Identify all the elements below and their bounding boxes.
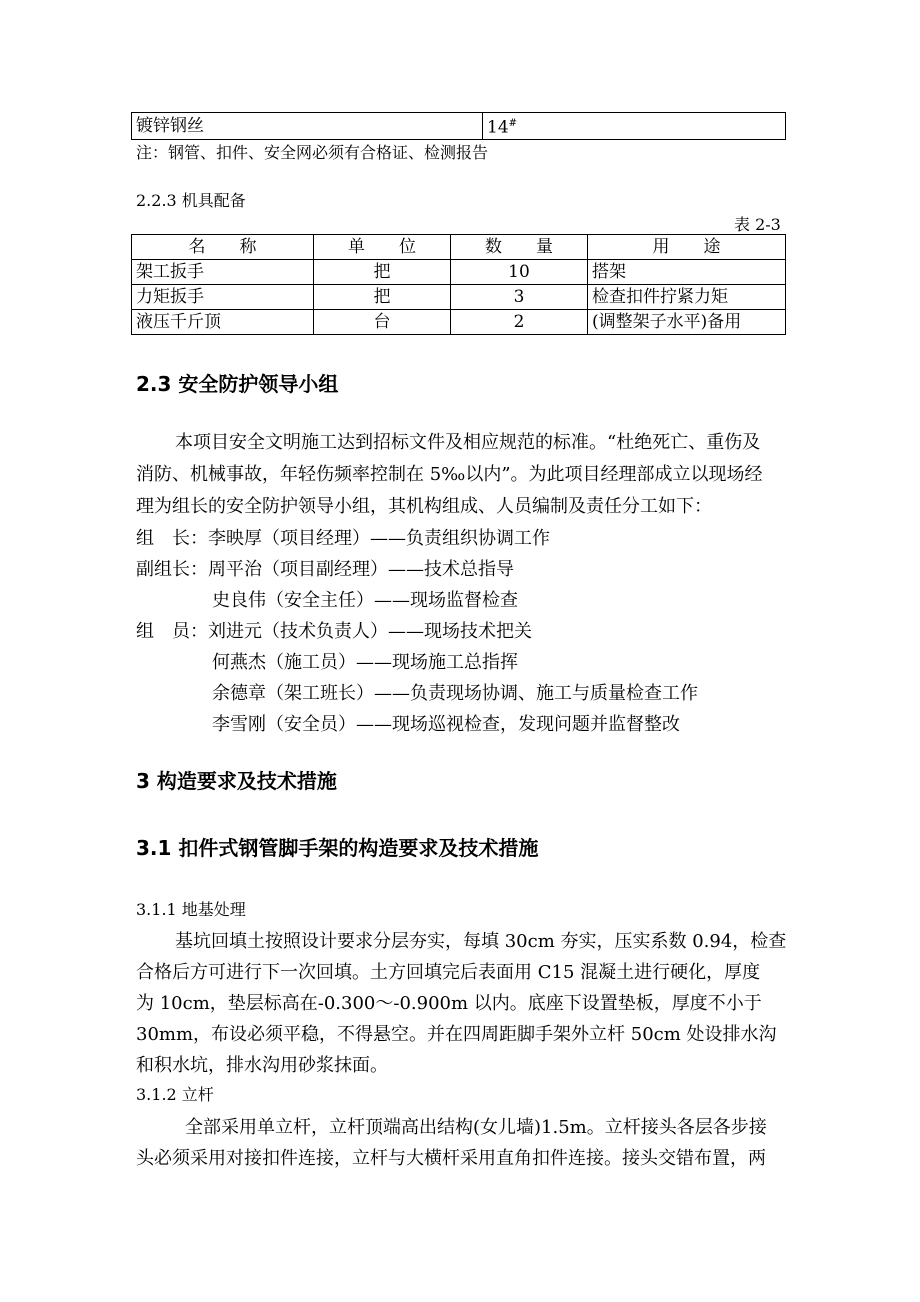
section-3-1-2-title: 3.1.2 立杆: [136, 1085, 214, 1104]
table-header-row: [132, 235, 786, 260]
section-2-2-3-title: 2.2.3 机具配备: [136, 191, 246, 210]
member-line: 副组长：周平治（项目副经理）——技术总指导: [136, 559, 514, 580]
col-header-qty: 数 量: [451, 235, 588, 260]
table-row: [132, 260, 786, 285]
paragraph-line: 头必须采用对接扣件连接，立杆与大横杆采用直角扣件连接。接头交错布置，两: [136, 1148, 766, 1169]
paragraph-line: 基坑回填土按照设计要求分层夯实，每填 30cm 夯实，压实系数 0.94，检查: [175, 931, 787, 952]
cell-qty: 3: [451, 285, 588, 310]
cell-unit: 把: [314, 260, 451, 285]
col-header-unit: 单 位: [314, 235, 451, 260]
cell-qty: 2: [451, 310, 588, 335]
paragraph-line: 30mm，布设必须平稳，不得悬空。并在四周距脚手架外立杆 50cm 处设排水沟: [136, 1024, 777, 1045]
cell-unit: 把: [314, 285, 451, 310]
section-3-1-title: 3.1 扣件式钢管脚手架的构造要求及技术措施: [136, 836, 539, 860]
table-label: 表 2-3: [734, 215, 781, 234]
cell-use: (调整架子水平)备用: [588, 310, 786, 335]
material-table: [131, 112, 786, 140]
section-3-1-1-title: 3.1.1 地基处理: [136, 900, 246, 919]
col-header-use: 用 途: [588, 235, 786, 260]
paragraph-line: 合格后方可进行下一次回填。土方回填完后表面用 C15 混凝土进行硬化，厚度: [136, 962, 761, 983]
section-2-3-title: 2.3 安全防护领导小组: [136, 372, 339, 396]
paragraph-line: 全部采用单立杆，立杆顶端高出结构(女儿墙)1.5m。立杆接头各层各步接: [185, 1117, 767, 1138]
member-line: 余德章（架工班长）——负责现场协调、施工与质量检查工作: [212, 683, 698, 704]
note-text: 注：钢管、扣件、安全网必须有合格证、检测报告: [136, 143, 489, 162]
col-header-name: 名 称: [132, 235, 314, 260]
paragraph-line: 和积水坑，排水沟用砂浆抹面。: [136, 1055, 388, 1076]
table-row: [132, 310, 786, 335]
cell-unit: 台: [314, 310, 451, 335]
member-line: 李雪刚（安全员）——现场巡视检查，发现问题并监督整改: [212, 714, 680, 735]
cell-name: 液压千斤顶: [132, 310, 314, 335]
member-line: 组 长：李映厚（项目经理）——负责组织协调工作: [136, 528, 550, 549]
member-line: 组 员：刘进元（技术负责人）——现场技术把关: [136, 621, 532, 642]
cell-use: 搭架: [588, 260, 786, 285]
cell-use: 检查扣件拧紧力矩: [588, 285, 786, 310]
material-value: 14#: [483, 113, 786, 140]
table-row: [132, 113, 786, 140]
paragraph-line: 消防、机械事故，年轻伤频率控制在 5‰以内”。为此项目经理部成立以现场经: [136, 464, 763, 485]
cell-name: 力矩扳手: [132, 285, 314, 310]
section-3-title: 3 构造要求及技术措施: [136, 769, 337, 793]
member-line: 何燕杰（施工员）——现场施工总指挥: [212, 652, 518, 673]
paragraph-line: 理为组长的安全防护领导小组，其机构组成、人员编制及责任分工如下：: [136, 496, 712, 517]
cell-name: 架工扳手: [132, 260, 314, 285]
tools-table: [131, 234, 786, 335]
paragraph-line: 为 10cm，垫层标高在-0.300～-0.900m 以内。底座下设置垫板，厚度不小于: [136, 993, 762, 1014]
cell-qty: 10: [451, 260, 588, 285]
table-row: [132, 285, 786, 310]
material-name: 镀锌钢丝: [132, 113, 483, 140]
paragraph-line: 本项目安全文明施工达到招标文件及相应规范的标准。“杜绝死亡、重伤及: [175, 432, 761, 453]
member-line: 史良伟（安全主任）——现场监督检查: [212, 590, 518, 611]
